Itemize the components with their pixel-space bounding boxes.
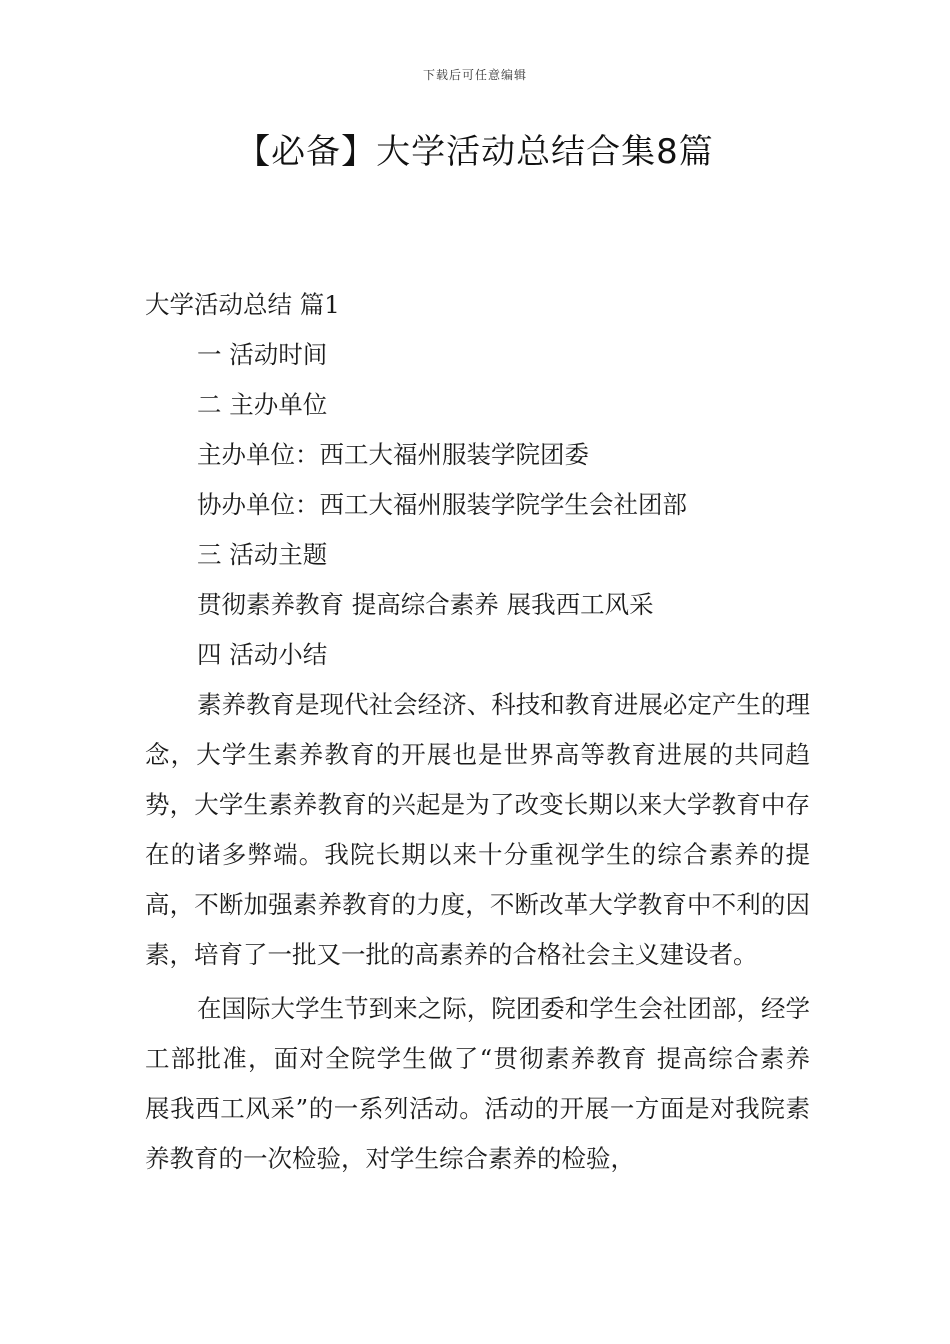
list-item: 三 活动主题 xyxy=(197,540,328,569)
document-body xyxy=(145,280,810,1184)
list-item: 四 活动小结 xyxy=(197,640,328,669)
list-item: 贯彻素养教育 提高综合素养 展我西工风采 xyxy=(197,590,654,619)
body-paragraph: 在国际大学生节到来之际，院团委和学生会社团部，经学工部批准，面对全院学生做了“贯彻素养教育 提高综合素养 展我西工风采”的一系列活动。活动的开展一方面是对我院素养教育的一次检验，对学生综合素养的检验， xyxy=(145,994,810,1173)
list-item: 协办单位：西工大福州服装学院学生会社团部 xyxy=(197,490,687,519)
list-item: 一 活动时间 xyxy=(197,340,328,369)
document-title: 【必备】大学活动总结合集8篇 xyxy=(236,132,714,172)
body-paragraph: 素养教育是现代社会经济、科技和教育进展必定产生的理念，大学生素养教育的开展也是世界高等教育进展的共同趋势，大学生素养教育的兴起是为了改变长期以来大学教育中存在的诸多弊端。我院长期以来十分重视学生的综合素养的提高，不断加强素养教育的力度，不断改革大学教育中不利的因素，培育了一批又一批的高素养的合格社会主义建设者。 xyxy=(145,690,810,969)
list-item: 主办单位：西工大福州服装学院团委 xyxy=(197,440,589,469)
list-item: 二 主办单位 xyxy=(197,390,328,419)
section-heading: 大学活动总结 篇1 xyxy=(145,290,340,319)
header-note: 下载后可任意编辑 xyxy=(422,68,527,82)
